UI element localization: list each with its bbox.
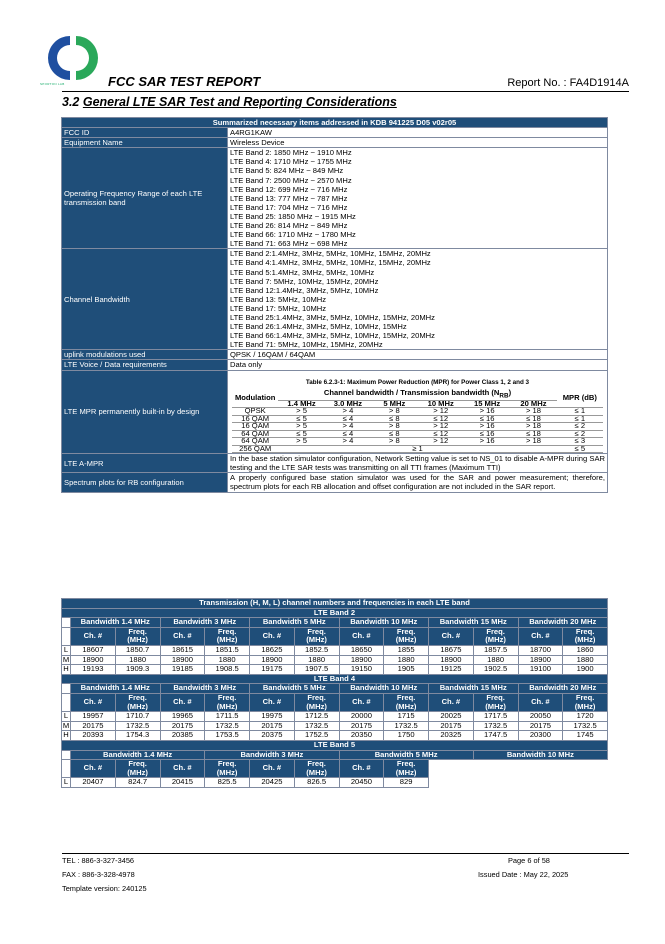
- channel-cell: 1750: [384, 731, 429, 741]
- channel-cell: 18607: [71, 645, 116, 655]
- channel-header: Ch. #: [429, 693, 474, 711]
- freq-header: Freq. (MHz): [294, 627, 339, 645]
- row-label: H: [63, 664, 69, 674]
- channel-header: Ch. #: [518, 693, 563, 711]
- bw-line: LTE Band 5:1.4MHz, 3MHz, 5MHz, 10MHz: [230, 267, 375, 277]
- spectrum-label: Spectrum plots for RB configuration: [62, 473, 228, 492]
- mpr-cell: ≤ 16: [464, 415, 510, 423]
- bandwidth-header: Bandwidth 3 MHz: [160, 684, 250, 694]
- mpr-cell: > 18: [510, 408, 556, 416]
- channel-cell: 1900: [563, 665, 608, 675]
- mpr-cell: > 5: [278, 423, 324, 431]
- freq-header: Freq. (MHz): [115, 627, 160, 645]
- mpr-row: [232, 423, 603, 431]
- channel-cell: 20407: [71, 778, 116, 788]
- channel-cell: 20375: [250, 731, 295, 741]
- bw-line: LTE Band 7: 5MHz, 10MHz, 15MHz, 20MHz: [230, 276, 379, 286]
- freq-header: Freq. (MHz): [115, 693, 160, 711]
- row-label: L: [62, 778, 71, 788]
- channel-row: [62, 712, 608, 722]
- bandwidth-header: Bandwidth 20 MHz: [518, 684, 608, 694]
- channel-header: Ch. #: [250, 760, 295, 778]
- mpr-cell: > 16: [464, 438, 510, 446]
- channel-header: Ch. #: [71, 693, 116, 711]
- channel-header: Ch. #: [339, 693, 384, 711]
- footer-issued: Issued Date : May 22, 2025: [478, 870, 569, 879]
- mpr-cell: > 4: [325, 423, 371, 431]
- mpr-cell: 64 QAM: [232, 438, 278, 446]
- row-label: L: [62, 712, 71, 722]
- mpr-cell: ≤ 5: [278, 415, 324, 423]
- channel-header: Ch. #: [339, 760, 384, 778]
- bandwidth-header: Bandwidth 3 MHz: [160, 618, 250, 628]
- channel-cell: 20325: [429, 731, 474, 741]
- channel-cell: 19125: [429, 665, 474, 675]
- channel-header: Ch. #: [160, 693, 205, 711]
- channel-cell: 1732.5: [115, 721, 160, 731]
- mpr-label: LTE MPR permanently built-in by design: [62, 370, 228, 454]
- summary-table: [61, 117, 608, 493]
- mpr-cell: > 16: [464, 423, 510, 431]
- channel-table-body: [62, 599, 608, 788]
- mpr-cell: > 8: [371, 408, 417, 416]
- channel-cell: 20350: [339, 731, 384, 741]
- channel-row: [62, 665, 608, 675]
- channel-cell: 1905: [384, 665, 429, 675]
- channel-cell: 18900: [339, 655, 384, 665]
- bw-line: LTE Band 66:1.4MHz, 3MHz, 5MHz, 10MHz, 15MHz, 20MHz: [230, 331, 435, 341]
- mpr-rows: [232, 408, 603, 446]
- band-name: LTE Band 5: [62, 740, 608, 750]
- channel-cell: 20000: [339, 712, 384, 722]
- header-rule: [62, 91, 629, 92]
- bandwidth-header: Bandwidth 3 MHz: [205, 750, 339, 760]
- freq-header: Freq. (MHz): [384, 627, 429, 645]
- mpr-cell: > 5: [278, 438, 324, 446]
- row-label-blank: [62, 618, 71, 628]
- channel-cell: 1717.5: [473, 712, 518, 722]
- channel-cell: 1855: [384, 645, 429, 655]
- channel-cell: 19150: [339, 665, 384, 675]
- fcc-id-value: A4RG1KAW: [228, 128, 608, 138]
- channel-cell: 1857.5: [473, 645, 518, 655]
- mpr-head-col: 10 MHz: [418, 400, 464, 408]
- freq-header: Freq. (MHz): [115, 760, 160, 778]
- channel-cell: 824.7: [115, 778, 160, 788]
- bandwidth-header: Bandwidth 1.4 MHz: [71, 618, 161, 628]
- mpr-cell: ≥ 1: [278, 445, 556, 453]
- row-label-blank: [62, 760, 71, 778]
- footer-page: Page 6 of 58: [508, 856, 550, 865]
- spectrum-value: A properly configured base station simulator was used for the SAR and power measurement; therefore, spectrum plots for each RB allocation and offset configuration are not included in the SAR report.: [228, 473, 608, 492]
- row-label: L: [62, 645, 71, 655]
- channel-cell: 18650: [339, 645, 384, 655]
- mpr-head-col: 5 MHz: [371, 400, 417, 408]
- channel-header: Ch. #: [160, 627, 205, 645]
- voice-data-value: Data only: [228, 360, 608, 370]
- channel-cell: 1902.5: [473, 665, 518, 675]
- freq-header: Freq. (MHz): [563, 627, 608, 645]
- channel-cell: 1752.5: [294, 731, 339, 741]
- channel-cell: 18615: [160, 645, 205, 655]
- mpr-cell: ≤ 1: [557, 415, 603, 423]
- freq-line: LTE Band 13: 777 MHz ~ 787 MHz: [230, 193, 348, 203]
- bandwidth-header: Bandwidth 10 MHz: [339, 618, 429, 628]
- mpr-cell: > 4: [325, 438, 371, 446]
- bandwidth-header: Bandwidth 5 MHz: [339, 750, 473, 760]
- mpr-table-caption: Table 6.2.3-1: Maximum Power Reduction (MPR) for Power Class 1, 2 and 3: [305, 378, 530, 386]
- bandwidth-header: Bandwidth 5 MHz: [250, 618, 340, 628]
- channel-cell: 1720: [563, 712, 608, 722]
- channel-cell: 20175: [429, 721, 474, 731]
- channel-cell: 1909.3: [115, 665, 160, 675]
- channel-row: [62, 778, 608, 788]
- bandwidth-header: Bandwidth 15 MHz: [429, 618, 519, 628]
- bw-line: LTE Band 25:1.4MHz, 3MHz, 5MHz, 10MHz, 15MHz, 20MHz: [230, 312, 435, 322]
- mpr-head-modulation: Modulation: [232, 390, 278, 408]
- channel-cell: 20393: [71, 731, 116, 741]
- mpr-cell: ≤ 18: [510, 415, 556, 423]
- channel-cell: 18625: [250, 645, 295, 655]
- freq-header: Freq. (MHz): [473, 693, 518, 711]
- mpr-row: [232, 415, 603, 423]
- subheader-row: [62, 693, 608, 711]
- mpr-cell: ≤ 12: [418, 415, 464, 423]
- modulation-value: QPSK / 16QAM / 64QAM: [228, 350, 608, 360]
- mpr-cell: ≤ 8: [371, 415, 417, 423]
- channel-table-heading: Transmission (H, M, L) channel numbers and frequencies in each LTE band: [62, 599, 608, 609]
- ampr-value: In the base station simulator configuration, Network Setting value is set to NS_01 to disable A-MPR during SAR testing and the LTE SAR tests was transmitting on all TTI frames (Maximum TTI): [228, 454, 608, 473]
- channel-cell: 1907.5: [294, 665, 339, 675]
- freq-line: LTE Band 12: 699 MHz ~ 716 MHz: [230, 184, 348, 194]
- freq-header: Freq. (MHz): [473, 627, 518, 645]
- freq-line: LTE Band 25: 1850 MHz ~ 1915 MHz: [230, 211, 356, 221]
- band-name: LTE Band 4: [62, 674, 608, 684]
- freq-range-list: [228, 148, 608, 249]
- bandwidth-header: Bandwidth 15 MHz: [429, 684, 519, 694]
- bandwidth-header: Bandwidth 10 MHz: [473, 750, 607, 760]
- channel-row: [62, 645, 608, 655]
- channel-header: Ch. #: [518, 627, 563, 645]
- channel-cell: 1851.5: [205, 645, 250, 655]
- mpr-cell: ≤ 4: [325, 430, 371, 438]
- mpr-table: [232, 387, 603, 454]
- freq-line: LTE Band 4: 1710 MHz ~ 1755 MHz: [230, 157, 352, 167]
- channel-cell: 20450: [339, 778, 384, 788]
- mpr-head-bandwidth: Channel bandwidth / Transmission bandwidth $(N_{RB})$: [278, 390, 556, 401]
- mpr-head-col: 3.0 MHz: [325, 400, 371, 408]
- mpr-cell: > 18: [510, 438, 556, 446]
- bw-line: LTE Band 2:1.4MHz, 3MHz, 5MHz, 10MHz, 15MHz, 20MHz: [230, 249, 431, 259]
- bw-line: LTE Band 13: 5MHz, 10MHz: [230, 294, 327, 304]
- footer-template: Template version: 240125: [62, 884, 147, 893]
- report-title: FCC SAR TEST REPORT: [108, 74, 261, 89]
- channel-cell: 18900: [250, 655, 295, 665]
- channel-cell: 18900: [160, 655, 205, 665]
- freq-header: Freq. (MHz): [294, 760, 339, 778]
- freq-header: Freq. (MHz): [294, 693, 339, 711]
- mpr-cell: ≤ 5: [278, 430, 324, 438]
- channel-cell: 1754.3: [115, 731, 160, 741]
- channel-header: Ch. #: [429, 627, 474, 645]
- company-logo: [44, 33, 102, 83]
- bw-line: LTE Band 17: 5MHz, 10MHz: [230, 303, 327, 313]
- mpr-cell: 16 QAM: [232, 415, 278, 423]
- freq-line: LTE Band 66: 1710 MHz ~ 1780 MHz: [230, 230, 356, 240]
- modulation-label: uplink modulations used: [62, 350, 228, 360]
- bandwidth-header: Bandwidth 10 MHz: [339, 684, 429, 694]
- channel-header: Ch. #: [71, 760, 116, 778]
- mpr-cell: > 8: [371, 423, 417, 431]
- footer-rule: [62, 853, 629, 854]
- row-label: M: [62, 720, 70, 730]
- freq-header: Freq. (MHz): [384, 760, 429, 778]
- summary-heading: Summarized necessary items addressed in KDB 941225 D05 v02r05: [62, 118, 608, 128]
- channel-header: Ch. #: [250, 693, 295, 711]
- band-row: [62, 740, 608, 750]
- bandwidth-header: Bandwidth 20 MHz: [518, 618, 608, 628]
- channel-table: [61, 598, 608, 788]
- mpr-cell: 64 QAM: [232, 430, 278, 438]
- freq-line: LTE Band 17: 704 MHz ~ 716 MHz: [230, 202, 348, 212]
- freq-line: LTE Band 2: 1850 MHz ~ 1910 MHz: [230, 148, 352, 158]
- bandwidth-header: Bandwidth 1.4 MHz: [71, 684, 161, 694]
- freq-range-label: Operating Frequency Range of each LTE transmission band: [62, 148, 228, 249]
- channel-cell: 829: [384, 778, 429, 788]
- row-label: H: [63, 730, 69, 740]
- mpr-head-col: 15 MHz: [464, 400, 510, 408]
- bandwidth-header: Bandwidth 1.4 MHz: [71, 750, 205, 760]
- subheader-row: [62, 627, 608, 645]
- row-label-blank: [62, 684, 71, 694]
- channel-cell: 19100: [518, 665, 563, 675]
- channel-cell: 20425: [250, 778, 295, 788]
- channel-cell: 1880: [563, 655, 608, 665]
- channel-cell: 18900: [429, 655, 474, 665]
- mpr-cell: > 5: [278, 408, 324, 416]
- channel-cell: 19957: [71, 712, 116, 722]
- section-title: General LTE SAR Test and Reporting Considerations: [82, 95, 397, 109]
- channel-cell: 19175: [250, 665, 295, 675]
- channel-cell: 19975: [250, 712, 295, 722]
- bw-line: LTE Band 12:1.4MHz, 3MHz, 5MHz, 10MHz: [230, 285, 379, 295]
- mpr-cell: ≤ 2: [557, 423, 603, 431]
- channel-cell: 1880: [115, 655, 160, 665]
- mpr-cell: > 16: [464, 408, 510, 416]
- mpr-cell: ≤ 5: [557, 445, 603, 453]
- band-name: LTE Band 2: [62, 608, 608, 618]
- mpr-cell: [228, 370, 608, 454]
- channel-cell: 1860: [563, 645, 608, 655]
- freq-header: Freq. (MHz): [205, 627, 250, 645]
- mpr-cell: > 18: [510, 423, 556, 431]
- channel-cell: 1732.5: [384, 721, 429, 731]
- report-number: Report No. : FA4D1914A: [507, 77, 629, 89]
- channel-cell: 1745: [563, 731, 608, 741]
- channel-cell: 1753.5: [205, 731, 250, 741]
- freq-line: LTE Band 26: 814 MHz ~ 849 MHz: [230, 221, 348, 231]
- channel-cell: 20300: [518, 731, 563, 741]
- section-heading: [62, 95, 397, 109]
- mpr-row: [232, 430, 603, 438]
- freq-line: LTE Band 5: 824 MHz ~ 849 MHz: [230, 166, 344, 176]
- channel-cell: 1711.5: [205, 712, 250, 722]
- freq-header: Freq. (MHz): [205, 693, 250, 711]
- row-label-blank: [62, 627, 71, 645]
- mpr-cell: > 4: [325, 408, 371, 416]
- mpr-cell: > 12: [418, 438, 464, 446]
- bw-line: LTE Band 4:1.4MHz, 3MHz, 5MHz, 10MHz, 15MHz, 20MHz: [230, 258, 431, 268]
- mpr-cell: > 8: [371, 438, 417, 446]
- channel-cell: 1880: [205, 655, 250, 665]
- channel-cell: 1732.5: [205, 721, 250, 731]
- channel-row: [62, 731, 608, 741]
- channel-cell: 20175: [250, 721, 295, 731]
- channel-cell: 19193: [71, 665, 116, 675]
- channel-cell: 20385: [160, 731, 205, 741]
- mpr-cell: > 12: [418, 408, 464, 416]
- channel-cell: 825.5: [205, 778, 250, 788]
- channel-cell: 20025: [429, 712, 474, 722]
- mpr-cell: ≤ 2: [557, 430, 603, 438]
- freq-line: LTE Band 71: 663 MHz ~ 698 MHz: [230, 239, 348, 249]
- footer-fax: FAX : 886-3-328-4978: [62, 870, 135, 879]
- channel-cell: 1710.7: [115, 712, 160, 722]
- channel-cell: 18700: [518, 645, 563, 655]
- footer-tel: TEL : 886-3-327-3456: [62, 856, 135, 865]
- channel-cell: 1880: [473, 655, 518, 665]
- channel-header: Ch. #: [250, 627, 295, 645]
- channel-cell: 20175: [518, 721, 563, 731]
- channel-cell: 20050: [518, 712, 563, 722]
- voice-data-label: LTE Voice / Data requirements: [62, 360, 228, 370]
- equipment-label: Equipment Name: [62, 138, 228, 148]
- mpr-cell: ≤ 16: [464, 430, 510, 438]
- bandwidth-row: [62, 618, 608, 628]
- freq-header: Freq. (MHz): [205, 760, 250, 778]
- mpr-row: [232, 408, 603, 416]
- mpr-cell: ≤ 18: [510, 430, 556, 438]
- channel-cell: 1880: [384, 655, 429, 665]
- bandwidth-label: Channel Bandwidth: [62, 249, 228, 350]
- section-number: 3.2: [62, 95, 80, 109]
- bandwidth-list: [228, 249, 608, 350]
- channel-header: Ch. #: [160, 760, 205, 778]
- mpr-cell: ≤ 8: [371, 430, 417, 438]
- bandwidth-header: Bandwidth 5 MHz: [250, 684, 340, 694]
- channel-cell: 826.5: [294, 778, 339, 788]
- freq-line: LTE Band 7: 2500 MHz ~ 2570 MHz: [230, 175, 352, 185]
- mpr-cell: 16 QAM: [232, 423, 278, 431]
- bw-line: LTE Band 71: 5MHz, 10MHz, 15MHz, 20MHz: [230, 340, 383, 350]
- channel-cell: 1850.7: [115, 645, 160, 655]
- ampr-label: LTE A-MPR: [62, 454, 228, 473]
- freq-header: Freq. (MHz): [384, 693, 429, 711]
- channel-cell: 20175: [339, 721, 384, 731]
- bw-line: LTE Band 26:1.4MHz, 3MHz, 5MHz, 10MHz, 15MHz: [230, 322, 407, 332]
- row-label: M: [62, 654, 70, 664]
- mpr-cell: ≤ 12: [418, 430, 464, 438]
- channel-cell: 1732.5: [294, 721, 339, 731]
- mpr-head-col: 20 MHz: [510, 400, 556, 408]
- channel-cell: 18900: [518, 655, 563, 665]
- mpr-head-col: 1.4 MHz: [278, 400, 324, 408]
- row-label-blank: [62, 750, 71, 760]
- freq-header: Freq. (MHz): [563, 693, 608, 711]
- channel-cell: 20175: [71, 721, 116, 731]
- channel-cell: 1712.5: [294, 712, 339, 722]
- mpr-cell: QPSK: [232, 408, 278, 416]
- channel-cell: 1732.5: [473, 721, 518, 731]
- channel-cell: 1732.5: [563, 721, 608, 731]
- mpr-head-mpr: MPR (dB): [557, 390, 603, 408]
- channel-cell: 20175: [160, 721, 205, 731]
- channel-cell: 19185: [160, 665, 205, 675]
- logo-tagline: SPORTON LAB: [40, 82, 65, 86]
- channel-cell: 19965: [160, 712, 205, 722]
- mpr-cell: > 12: [418, 423, 464, 431]
- channel-cell: 1747.5: [473, 731, 518, 741]
- channel-header: Ch. #: [71, 627, 116, 645]
- bandwidth-row: [62, 684, 608, 694]
- channel-cell: 1852.5: [294, 645, 339, 655]
- channel-header: Ch. #: [339, 627, 384, 645]
- channel-cell: 1908.5: [205, 665, 250, 675]
- subheader-row: [62, 760, 608, 778]
- channel-cell: 20415: [160, 778, 205, 788]
- channel-heading-row: [62, 599, 608, 609]
- channel-cell: 18900: [71, 655, 116, 665]
- channel-cell: 1880: [294, 655, 339, 665]
- mpr-cell: ≤ 1: [557, 408, 603, 416]
- channel-cell: 18675: [429, 645, 474, 655]
- equipment-value: Wireless Device: [228, 138, 608, 148]
- channel-cell: 1715: [384, 712, 429, 722]
- row-label-blank: [62, 693, 71, 711]
- mpr-cell: ≤ 3: [557, 438, 603, 446]
- mpr-cell: ≤ 4: [325, 415, 371, 423]
- fcc-id-label: FCC ID: [62, 128, 228, 138]
- mpr-cell: 256 QAM: [232, 445, 278, 453]
